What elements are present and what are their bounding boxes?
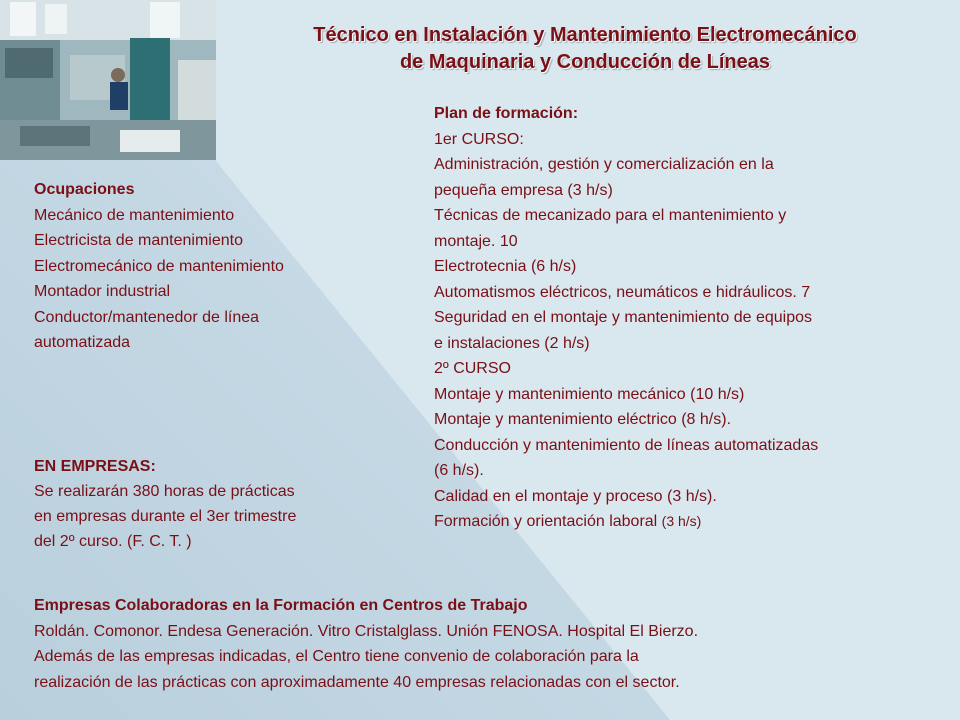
- plan-line: Montaje y mantenimiento eléctrico (8 h/s).: [434, 411, 732, 428]
- workshop-photo: [0, 0, 216, 160]
- plan-line: 2º CURSO: [434, 360, 511, 377]
- plan-line: Conducción y mantenimiento de líneas automatizadas: [434, 436, 819, 454]
- empresas-line: Se realizarán 380 horas de prácticas: [34, 483, 295, 500]
- plan-line: Automatismos eléctricos, neumáticos e hidráulicos. 7: [434, 283, 811, 301]
- plan-line-text: Formación y orientación laboral: [434, 513, 658, 530]
- empresas-heading: EN EMPRESAS:: [34, 458, 156, 475]
- plan-line: montaje. 10: [434, 232, 518, 250]
- plan-line: 1er CURSO:: [434, 130, 524, 148]
- plan-line: Seguridad en el montaje y mantenimiento de equipos: [434, 309, 813, 326]
- ocupacion-item: Electromecánico de mantenimiento: [34, 257, 284, 275]
- empresas-line: en empresas durante el 3er trimestre: [34, 508, 297, 525]
- plan-line: Montaje y mantenimiento mecánico (10 h/s): [434, 385, 745, 403]
- plan-line: e instalaciones (2 h/s): [434, 334, 590, 352]
- plan-line: Calidad en el montaje y proceso (3 h/s).: [434, 487, 717, 505]
- ocupacion-item: Montador industrial: [34, 283, 171, 300]
- plan-line: pequeña empresa (3 h/s): [434, 181, 613, 199]
- plan-line: Electrotecnia (6 h/s): [434, 258, 577, 275]
- colaboradoras-line: realización de las prácticas con aproximadamente 40 empresas relacionadas con el sector.: [34, 673, 680, 691]
- colaboradoras-section: [34, 593, 698, 695]
- plan-heading: Plan de formación:: [434, 105, 579, 122]
- empresas-section: [34, 454, 296, 554]
- ocupacion-item: Electricista de mantenimiento: [34, 232, 243, 249]
- ocupacion-item: Conductor/mantenedor de línea: [34, 308, 260, 326]
- colaboradoras-line: Además de las empresas indicadas, el Centro tiene convenio de colaboración para la: [34, 648, 639, 665]
- empresas-line: del 2º curso. (F. C. T. ): [34, 533, 192, 550]
- plan-line: Técnicas de mecanizado para el mantenimiento y: [434, 207, 787, 224]
- plan-formacion-section: [434, 101, 818, 535]
- plan-line-suffix: (3 h/s): [661, 513, 702, 529]
- page-title: [230, 22, 940, 76]
- ocupacion-item: automatizada: [34, 334, 131, 351]
- title-line-2: de Maquinaria y Conducción de Líneas: [399, 51, 771, 73]
- colaboradoras-line: Roldán. Comonor. Endesa Generación. Vitro Cristalglass. Unión FENOSA. Hospital El Bierzo.: [34, 622, 699, 640]
- colaboradoras-heading: Empresas Colaboradoras en la Formación en Centros de Trabajo: [34, 597, 528, 614]
- plan-line: Administración, gestión y comercialización en la: [434, 156, 774, 173]
- ocupacion-item: Mecánico de mantenimiento: [34, 206, 235, 224]
- ocupaciones-heading: Ocupaciones: [34, 181, 135, 198]
- ocupaciones-section: [34, 177, 284, 356]
- plan-line: (6 h/s).: [434, 462, 484, 479]
- title-line-1: Técnico en Instalación y Mantenimiento Electromecánico: [313, 24, 857, 46]
- plan-line-last: [434, 509, 818, 535]
